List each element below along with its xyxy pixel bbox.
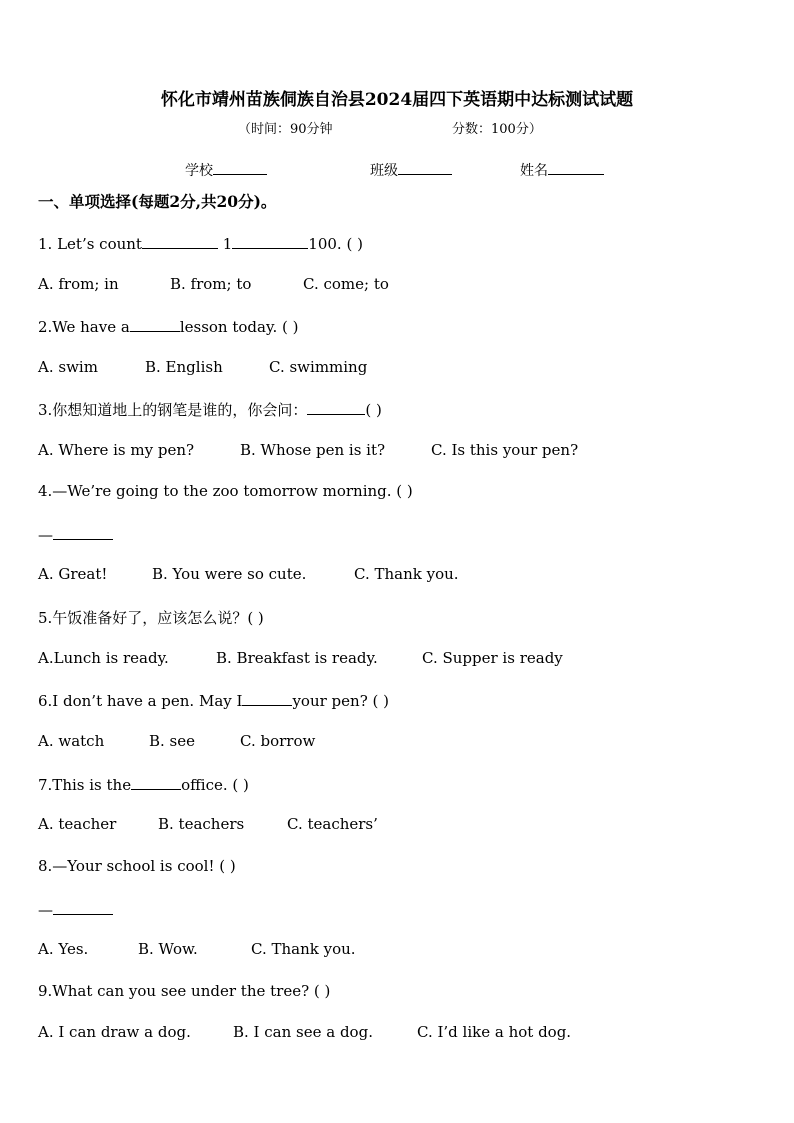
answer-blank[interactable]	[131, 774, 181, 790]
question-text: 9.What can you see under the tree? ( )	[38, 982, 331, 1000]
option-b[interactable]: B. You were so cute.	[152, 565, 307, 583]
options-3	[38, 441, 578, 459]
question-8	[38, 857, 236, 875]
question-text: your pen? ( )	[292, 692, 389, 710]
option-a[interactable]: A. I can draw a dog.	[38, 1023, 191, 1041]
question-4	[38, 482, 413, 500]
question-text: ( )	[365, 401, 382, 419]
option-b[interactable]: B. I can see a dog.	[233, 1023, 373, 1041]
class-label: 班级	[370, 163, 398, 179]
option-c[interactable]: C. Supper is ready	[422, 649, 563, 667]
reply-dash: —	[38, 526, 53, 544]
option-c[interactable]: C. borrow	[240, 732, 316, 750]
question-text: 5.午饭准备好了，应该怎么说？( )	[38, 609, 264, 627]
option-a[interactable]: A. from; in	[38, 275, 119, 293]
exam-score: 分数：100分）	[452, 122, 542, 137]
answer-blank[interactable]	[142, 233, 218, 249]
question-6	[38, 690, 389, 710]
option-c[interactable]: C. swimming	[269, 358, 368, 376]
reply-dash: —	[38, 901, 53, 919]
options-1	[38, 275, 389, 293]
option-a[interactable]: A. teacher	[38, 815, 117, 833]
reply-line-4	[38, 524, 113, 544]
option-c[interactable]: C. Is this your pen?	[431, 441, 579, 459]
question-5	[38, 607, 264, 628]
options-6	[38, 732, 315, 750]
question-text: 7.This is the	[38, 776, 132, 794]
school-blank[interactable]	[213, 160, 267, 175]
question-1	[38, 233, 363, 253]
exam-time: （时间：90分钟	[238, 122, 333, 137]
question-text: 8.—Your school is cool! ( )	[38, 857, 236, 875]
option-b[interactable]: B. see	[149, 732, 196, 750]
question-text: 100. ( )	[308, 235, 363, 253]
school-field[interactable]	[185, 160, 267, 180]
option-c[interactable]: C. Thank you.	[354, 565, 459, 583]
option-b[interactable]: B. Wow.	[138, 940, 198, 958]
question-text: 2.We have a	[38, 318, 130, 336]
answer-blank[interactable]	[307, 399, 365, 415]
option-a[interactable]: A. Yes.	[38, 940, 89, 958]
option-a[interactable]: A. Where is my pen?	[38, 441, 195, 459]
option-b[interactable]: B. English	[145, 358, 223, 376]
answer-blank[interactable]	[53, 524, 113, 540]
school-label: 学校	[185, 163, 213, 179]
option-a[interactable]: A. watch	[38, 732, 105, 750]
name-field[interactable]	[520, 160, 604, 180]
option-c[interactable]: C. come; to	[303, 275, 389, 293]
options-4	[38, 565, 459, 583]
exam-title: 怀化市靖州苗族侗族自治县2024届四下英语期中达标测试试题	[160, 90, 634, 110]
option-c[interactable]: C. I’d like a hot dog.	[417, 1023, 572, 1041]
question-7	[38, 774, 249, 794]
answer-blank[interactable]	[53, 899, 113, 915]
options-2	[38, 358, 367, 376]
class-blank[interactable]	[398, 160, 452, 175]
options-8	[38, 940, 356, 958]
options-9	[38, 1023, 571, 1041]
answer-blank[interactable]	[242, 690, 292, 706]
answer-blank[interactable]	[232, 233, 308, 249]
question-text: 1. Let’s count	[38, 235, 142, 253]
option-b[interactable]: B. Whose pen is it?	[240, 441, 386, 459]
reply-line-8	[38, 899, 113, 919]
option-c[interactable]: C. teachers’	[287, 815, 378, 833]
class-field[interactable]	[370, 160, 452, 180]
section-title: 一、单项选择(每题2分,共20分)。	[38, 192, 277, 211]
option-c[interactable]: C. Thank you.	[251, 940, 356, 958]
option-a[interactable]: A. swim	[38, 358, 98, 376]
options-7	[38, 815, 378, 833]
question-text: 3.你想知道地上的钢笔是谁的，你会问：	[38, 401, 308, 419]
question-text: office. ( )	[181, 776, 249, 794]
answer-blank[interactable]	[130, 316, 180, 332]
option-a[interactable]: A. Great!	[38, 565, 108, 583]
option-a[interactable]: A.Lunch is ready.	[38, 649, 169, 667]
options-5	[38, 649, 563, 667]
option-b[interactable]: B. teachers	[158, 815, 245, 833]
question-text: 6.I don’t have a pen. May I	[38, 692, 243, 710]
question-9	[38, 982, 330, 1000]
question-2	[38, 316, 298, 336]
question-text: 4.—We’re going to the zoo tomorrow morning. ( )	[38, 482, 413, 500]
name-blank[interactable]	[548, 160, 604, 175]
question-text: lesson today. ( )	[179, 318, 299, 336]
question-3	[38, 399, 382, 420]
option-b[interactable]: B. Breakfast is ready.	[216, 649, 378, 667]
option-b[interactable]: B. from; to	[170, 275, 252, 293]
name-label: 姓名	[520, 163, 548, 179]
question-text: 1	[222, 235, 233, 253]
